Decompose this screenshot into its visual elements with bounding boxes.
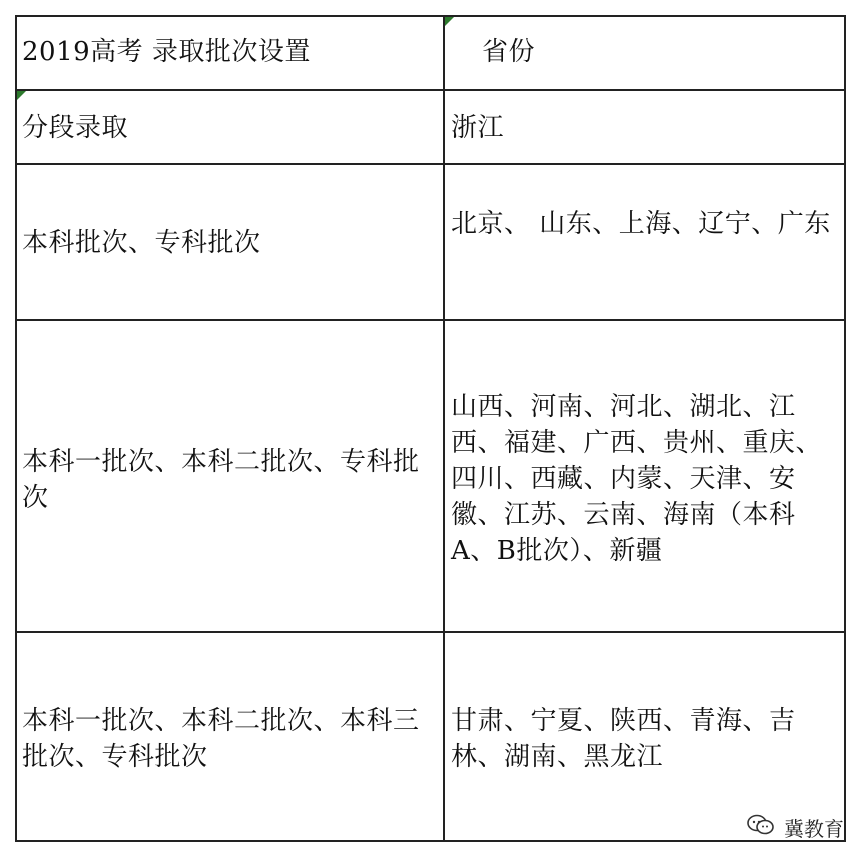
header-province-title: 省份 xyxy=(482,37,536,67)
table-row-2-batch: 本科批次、专科批次 xyxy=(22,228,261,258)
table-row-4-provinces: 甘肃、宁夏、陕西、青海、吉林、湖南、黑龙江 xyxy=(451,706,796,772)
table-row-3-provinces: 山西、河南、河北、湖北、江西、福建、广西、贵州、重庆、四川、西藏、内蒙、天津、安徽、江苏、云南、海南（本科A、B批次）、新疆 xyxy=(451,392,823,566)
watermark xyxy=(746,813,844,842)
row-divider xyxy=(15,163,846,165)
header-batch-title: 2019高考 录取批次设置 xyxy=(22,37,311,67)
table-row-3-batch: 本科一批次、本科二批次、专科批次 xyxy=(22,447,420,513)
table-row-1-batch: 分段录取 xyxy=(22,113,129,143)
row-divider xyxy=(15,631,846,633)
wechat-icon xyxy=(746,813,776,842)
row-divider xyxy=(15,319,846,321)
column-divider xyxy=(443,15,445,842)
row-divider xyxy=(15,89,846,91)
watermark-text: 冀教育 xyxy=(784,817,844,841)
table-row-1-provinces: 浙江 xyxy=(451,113,505,143)
cell-comment-marker xyxy=(445,17,454,26)
table-row-2-provinces: 北京、 山东、上海、辽宁、广东 xyxy=(451,209,831,239)
table-row-4-batch: 本科一批次、本科二批次、本科三批次、专科批次 xyxy=(22,706,420,772)
cell-comment-marker xyxy=(17,91,26,100)
